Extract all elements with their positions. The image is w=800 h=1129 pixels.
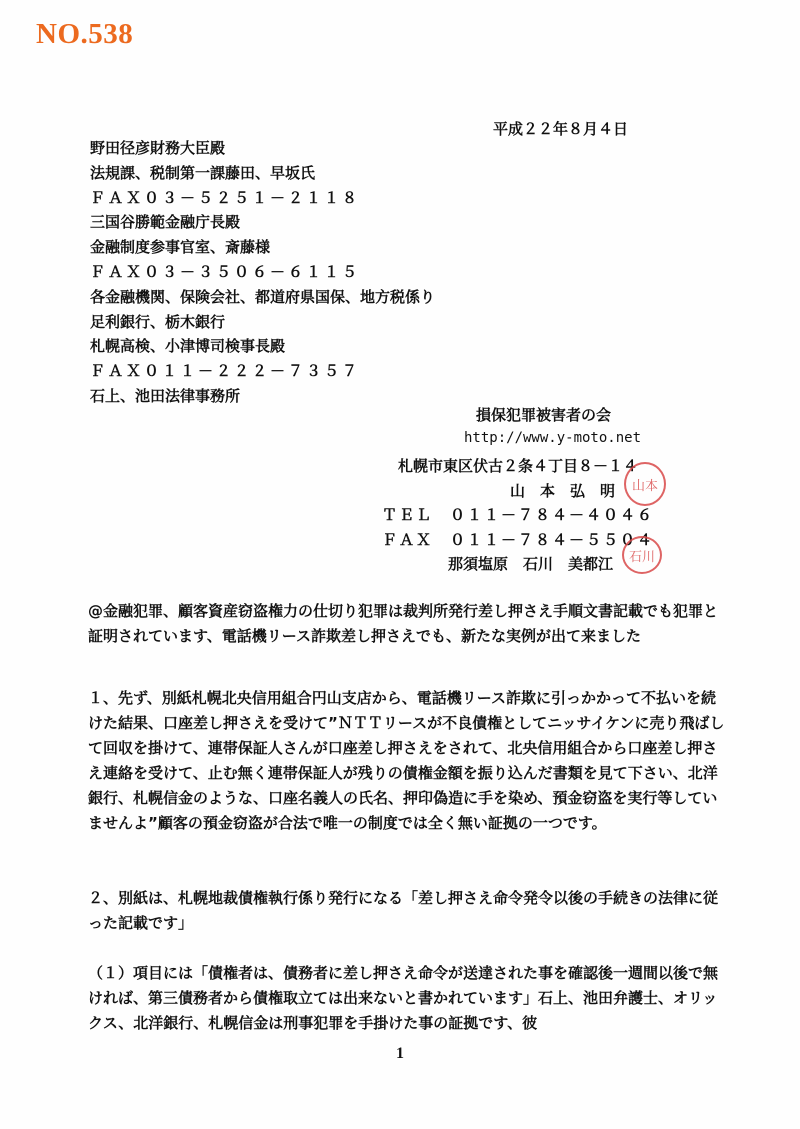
recipient-line: 足利銀行、栃木銀行	[90, 312, 226, 331]
sender-url: http://www.y-moto.net	[464, 430, 642, 446]
paragraph-intro: @金融犯罪、顧客資産窃盗権力の仕切り犯罪は裁判所発行差し押さえ手順文書記載でも犯罪と証明されています、電話機リース詐欺差し押さえでも、新たな実例が出て来ました	[88, 602, 719, 645]
recipient-fax: ＦＡＸ０１１－２２２－７３５７	[90, 362, 361, 381]
recipient-line: 札幌高検、小津博司検事長殿	[90, 337, 286, 356]
recipient-fax: ＦＡＸ０３－３５０６－６１１５	[90, 262, 361, 281]
recipient-line: 石上、池田法律事務所	[90, 386, 241, 405]
paragraph-item-1: （１）項目には「債権者は、債務者に差し押さえ命令が送達された事を確認後一週間以後で無ければ、第三債務者から債権取立ては出来ないと書かれています」石上、池田弁護士、オリックス、北洋銀行、札幌信金は刑事犯罪を手掛けた事の証拠です、彼	[88, 964, 719, 1032]
sender-organization: 損保犯罪被害者の会	[476, 406, 612, 424]
document-date: 平成２２年８月４日	[493, 120, 629, 138]
recipient-line: 法規課、税制第一課藤田、早坂氏	[90, 163, 316, 182]
recipient-line: 野田径彦財務大臣殿	[90, 139, 226, 157]
sender-second-name: 那須塩原 石川 美都江	[448, 555, 614, 573]
document-number: NO.538	[36, 18, 134, 50]
recipient-line: 三国谷勝範金融庁長殿	[90, 213, 241, 232]
recipient-line: 金融制度参事官室、斎藤様	[90, 238, 271, 257]
seal-stamp-ishikawa: 石川	[622, 536, 662, 574]
sender-fax: ＦＡＸ ０１１－７８４－５５０４	[382, 531, 655, 549]
seal-stamp-yamamoto: 山本	[624, 462, 666, 506]
page-number: 1	[396, 1045, 404, 1062]
sender-tel: ＴＥＬ ０１１－７８４－４０４６	[382, 506, 655, 524]
sender-address: 札幌市東区伏古２条４丁目８－１４	[398, 457, 639, 475]
sender-name: 山 本 弘 明	[510, 482, 616, 500]
paragraph-point-2: ２、別紙は、札幌地裁債権執行係り発行になる「差し押さえ命令発令以後の手続きの法律に従った記載です」	[88, 889, 719, 932]
recipients-block	[90, 136, 510, 409]
paragraph-point-1: １、先ず、別紙札幌北央信用組合円山支店から、電話機リース詐欺に引っかかって不払いを続けた結果、口座差し押さえを受けて”ＮＴＴリースが不良債権としてニッサイケンに売り飛ばして回収を掛けて、連帯保証人さんが口座差し押さえをされて、北央信用組合から口座差し押さえ連絡を受けて、止む無く連帯保証人が残りの債権金額を振り込んだ書類を見て下さい、北洋銀行、札幌信金のような、口座名義人の氏名、押印偽造に手を染め、預金窃盗を実行等していませんよ”顧客の預金窃盗が合法で唯一の制度では全く無い証拠の一つです。	[88, 689, 725, 832]
recipient-line: 各金融機関、保険会社、都道府県国保、地方税係り	[90, 287, 436, 306]
recipient-fax: ＦＡＸ０３－５２５１－２１１８	[90, 188, 361, 207]
